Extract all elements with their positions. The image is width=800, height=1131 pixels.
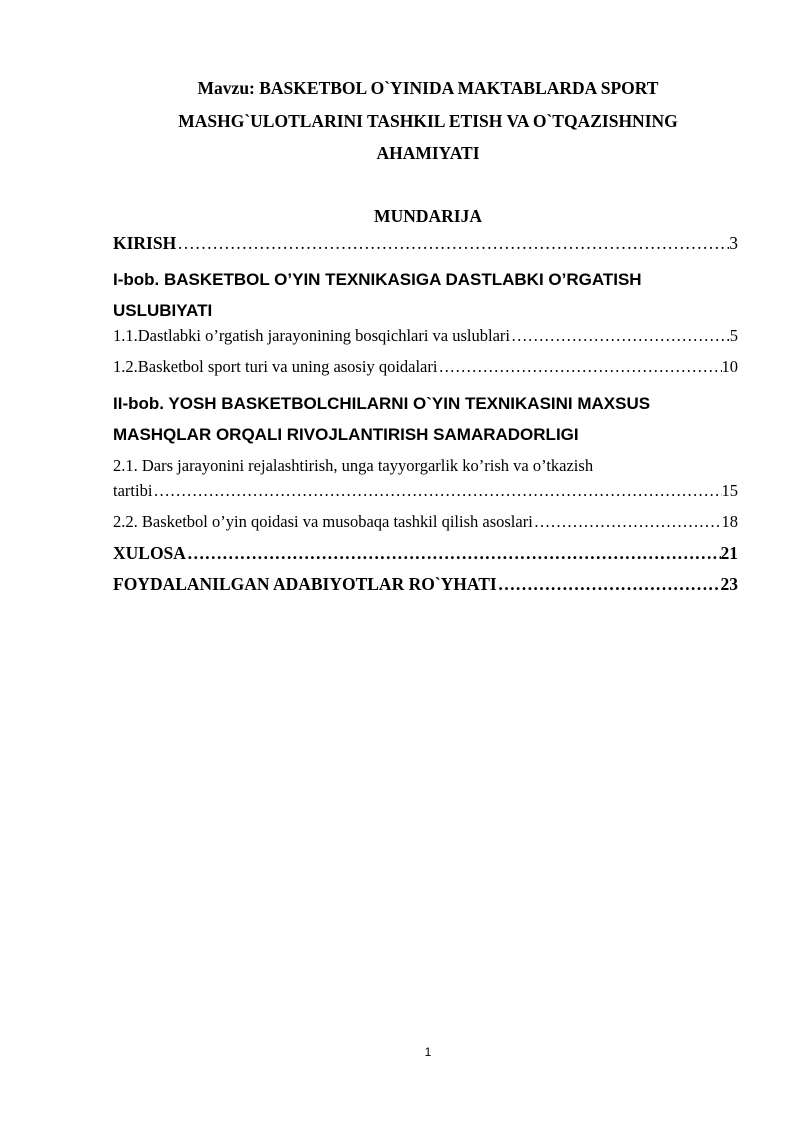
toc-entry-label: Dastlabki o’rgatish jarayonining bosqichlari va uslublari xyxy=(137,326,510,345)
chapter-1-line-1: I-bob. BASKETBOL O’YIN TEXNIKASIGA DASTLABKI O’RGATISH xyxy=(113,270,642,289)
toc-entry-line-2 xyxy=(113,481,738,512)
toc-entry-page: 10 xyxy=(721,357,738,376)
toc-entry-page: 18 xyxy=(721,512,738,531)
toc-entry-page: 21 xyxy=(720,543,738,563)
toc-entry-page: 15 xyxy=(721,481,738,500)
toc-leader-dots xyxy=(511,326,730,346)
toc-entry-label: tartibi xyxy=(113,481,153,500)
toc-entry-label: KIRISH xyxy=(113,233,177,253)
chapter-1-line-2: USLUBIYATI xyxy=(113,301,213,320)
toc-entry-bibliography[interactable] xyxy=(113,574,738,605)
toc-entry-page: 23 xyxy=(720,574,738,594)
toc-entry-1-2[interactable] xyxy=(113,357,738,388)
page-number: 1 xyxy=(424,1045,432,1059)
toc-entry-kirish[interactable] xyxy=(113,233,738,264)
toc-chapter-2[interactable] xyxy=(113,388,738,450)
toc-entry-number: 1.1. xyxy=(113,326,138,345)
title-line-3: AHAMIYATI xyxy=(376,143,480,163)
toc-entry-line-1: 2.1. Dars jarayonini rejalashtirish, unga tayyorgarlik ko’rish va o’tkazish xyxy=(113,456,594,475)
title-line-1: Mavzu: BASKETBOL O`YINIDA MAKTABLARDA SPORT xyxy=(197,78,659,98)
toc-entry-label: Basketbol sport turi va uning asosiy qoidalari xyxy=(137,357,438,376)
toc-entry-2-1[interactable] xyxy=(113,450,738,512)
toc-entry-1-1[interactable] xyxy=(113,326,738,357)
toc-leader-dots xyxy=(438,357,721,377)
toc-entry-label: FOYDALANILGAN ADABIYOTLAR RO`YHATI xyxy=(113,574,497,594)
toc-entry-xulosa[interactable] xyxy=(113,543,738,574)
toc-entry-label: XULOSA xyxy=(113,543,186,563)
toc-leader-dots xyxy=(534,512,722,532)
toc-leader-dots xyxy=(187,543,721,564)
toc-entry-page: 5 xyxy=(729,326,738,345)
toc-entry-label: 2.2. Basketbol o’yin qoidasi va musobaqa tashkil qilish asoslari xyxy=(113,512,533,531)
toc-heading: MUNDARIJA xyxy=(374,206,482,226)
toc-entry-page: 3 xyxy=(729,233,738,253)
title-line-2: MASHG`ULOTLARINI TASHKIL ETISH VA O`TQAZISHNING xyxy=(178,110,678,131)
table-of-contents xyxy=(113,233,738,605)
toc-leader-dots xyxy=(153,481,721,501)
toc-entry-number: 1.2. xyxy=(113,357,138,376)
chapter-2-line-1: II-bob. YOSH BASKETBOLCHILARNI O`YIN TEXNIKASINI MAXSUS xyxy=(113,394,651,413)
toc-entry-2-2[interactable] xyxy=(113,512,738,543)
toc-leader-dots xyxy=(177,233,729,254)
chapter-2-line-2: MASHQLAR ORQALI RIVOJLANTIRISH SAMARADORLIGI xyxy=(113,425,579,444)
toc-chapter-1[interactable] xyxy=(113,264,738,326)
document-title xyxy=(100,72,756,170)
toc-leader-dots xyxy=(498,574,721,595)
